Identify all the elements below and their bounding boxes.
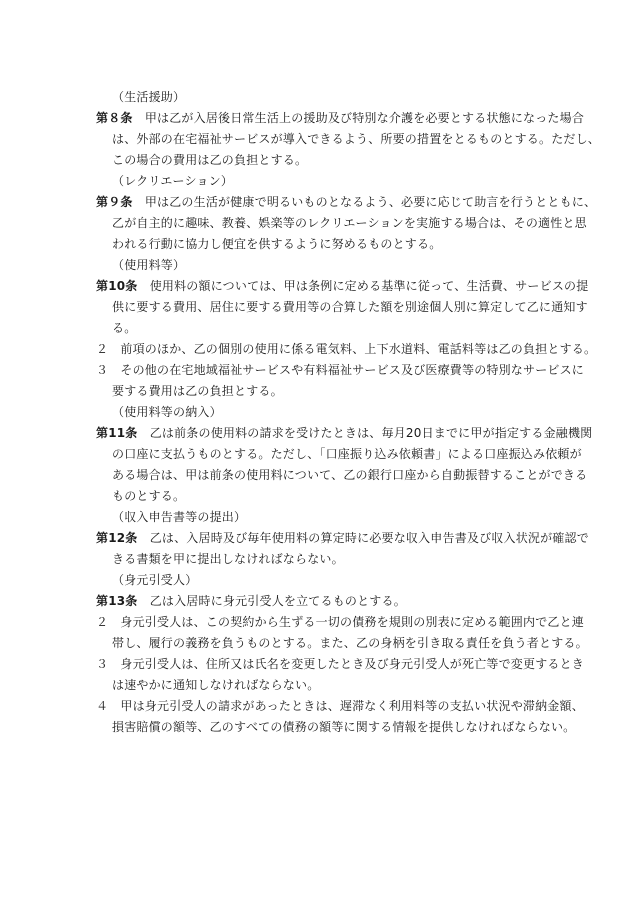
clause-text: その他の在宅地域福祉サービスや有料福祉サービス及び医療費等の特別なサービスに (120, 363, 585, 377)
clause-text: 甲は身元引受人の請求があったときは、遅滞なく利用料等の支払い状況や滞納金額、 (120, 699, 584, 713)
clause-text: 前項のほか、乙の個別の使用に係る電気料、上下水道料、電話料等は乙の負担とする。 (120, 342, 597, 356)
clause-text: 損害賠償の額等、乙のすべての債務の額等に関する情報を提供しなければならない。 (112, 720, 576, 734)
article-text: の口座に支払うものとする。ただし、「口座振り込み依頼書」による口座振込み依頼が (112, 447, 582, 461)
article-text: 甲は乙の生活が健康で明るいものとなるよう、必要に応じて助言を行うとともに、 (144, 195, 597, 209)
article-number: 第10条 (96, 279, 138, 293)
article-text: る。 (112, 321, 137, 335)
clause-line (96, 613, 584, 631)
article-text: は、外部の在宅福祉サービスが導入できるよう、所要の措置をとるものとする。ただし、 (112, 132, 601, 146)
article-number: 第11条 (96, 426, 138, 440)
clause-text: 身元引受人は、この契約から生ずる一切の債務を規則の別表に定める範囲内で乙と連 (120, 615, 585, 629)
article-line (96, 193, 596, 211)
article-text: きる書類を甲に提出しなければならない。 (112, 552, 344, 566)
clause-text: は速やかに通知しなければならない。 (112, 678, 320, 692)
article-number: 第９条 (96, 195, 133, 209)
article-number: 第12条 (96, 531, 138, 545)
clause-number: ３ (96, 657, 109, 671)
clause-text: 要する費用は乙の負担とする。 (112, 384, 283, 398)
article-line (96, 529, 589, 547)
clause-text: 身元引受人は、住所又は氏名を変更したとき及び身元引受人が死亡等で変更するとき (120, 657, 585, 671)
clause-line (96, 697, 584, 715)
section-heading: （身元引受人） (112, 573, 198, 587)
clause-text: 帯し、履行の義務を負うものとする。また、乙の身柄を引き取る責任を負う者とする。 (112, 636, 588, 650)
clause-number: ２ (96, 615, 109, 629)
section-heading: （生活援助） (112, 90, 186, 104)
article-text: われる行動に協力し便宜を供するように努めるものとする。 (112, 237, 442, 251)
article-text: 甲は乙が入居後日常生活上の援助及び特別な介護を必要とする状態になった場合 (144, 111, 585, 125)
clause-line (96, 340, 596, 358)
article-line (96, 277, 588, 295)
article-text: この場合の費用は乙の負担とする。 (112, 153, 308, 167)
article-line (96, 109, 584, 127)
section-heading: （収入申告書等の提出） (112, 510, 247, 524)
clause-number: ４ (96, 699, 109, 713)
article-text: 乙は、入居時及び毎年使用料の算定時に必要な収入申告書及び収入状況が確認で (149, 531, 589, 545)
clause-number: ３ (96, 363, 109, 377)
article-text: 乙は前条の使用料の請求を受けたときは、毎月20日までに甲が指定する金融機関 (149, 426, 593, 440)
article-number: 第８条 (96, 111, 133, 125)
article-line (96, 592, 406, 610)
article-text: 乙が自主的に趣味、教養、娯楽等のレクリエーションを実施する場合は、その適性と思 (112, 216, 587, 230)
section-heading: （レクリエーション） (112, 174, 234, 188)
article-text: 乙は入居時に身元引受人を立てるものとする。 (149, 594, 406, 608)
clause-line (96, 361, 584, 379)
article-text: 供に要する費用、居住に要する費用等の合算した額を別途個人別に算定して乙に通知す (112, 300, 588, 314)
article-text: ある場合は、甲は前条の使用料について、乙の銀行口座から自動振替することができる (112, 468, 588, 482)
article-text: ものとする。 (112, 489, 186, 503)
article-text: 使用料の額については、甲は条例に定める基準に従って、生活費、サービスの提 (149, 279, 589, 293)
clause-line (96, 655, 584, 673)
section-heading: （使用料等の納入） (112, 405, 222, 419)
section-heading: （使用料等） (112, 258, 186, 272)
article-number: 第13条 (96, 594, 138, 608)
clause-number: ２ (96, 342, 109, 356)
article-line (96, 424, 592, 442)
